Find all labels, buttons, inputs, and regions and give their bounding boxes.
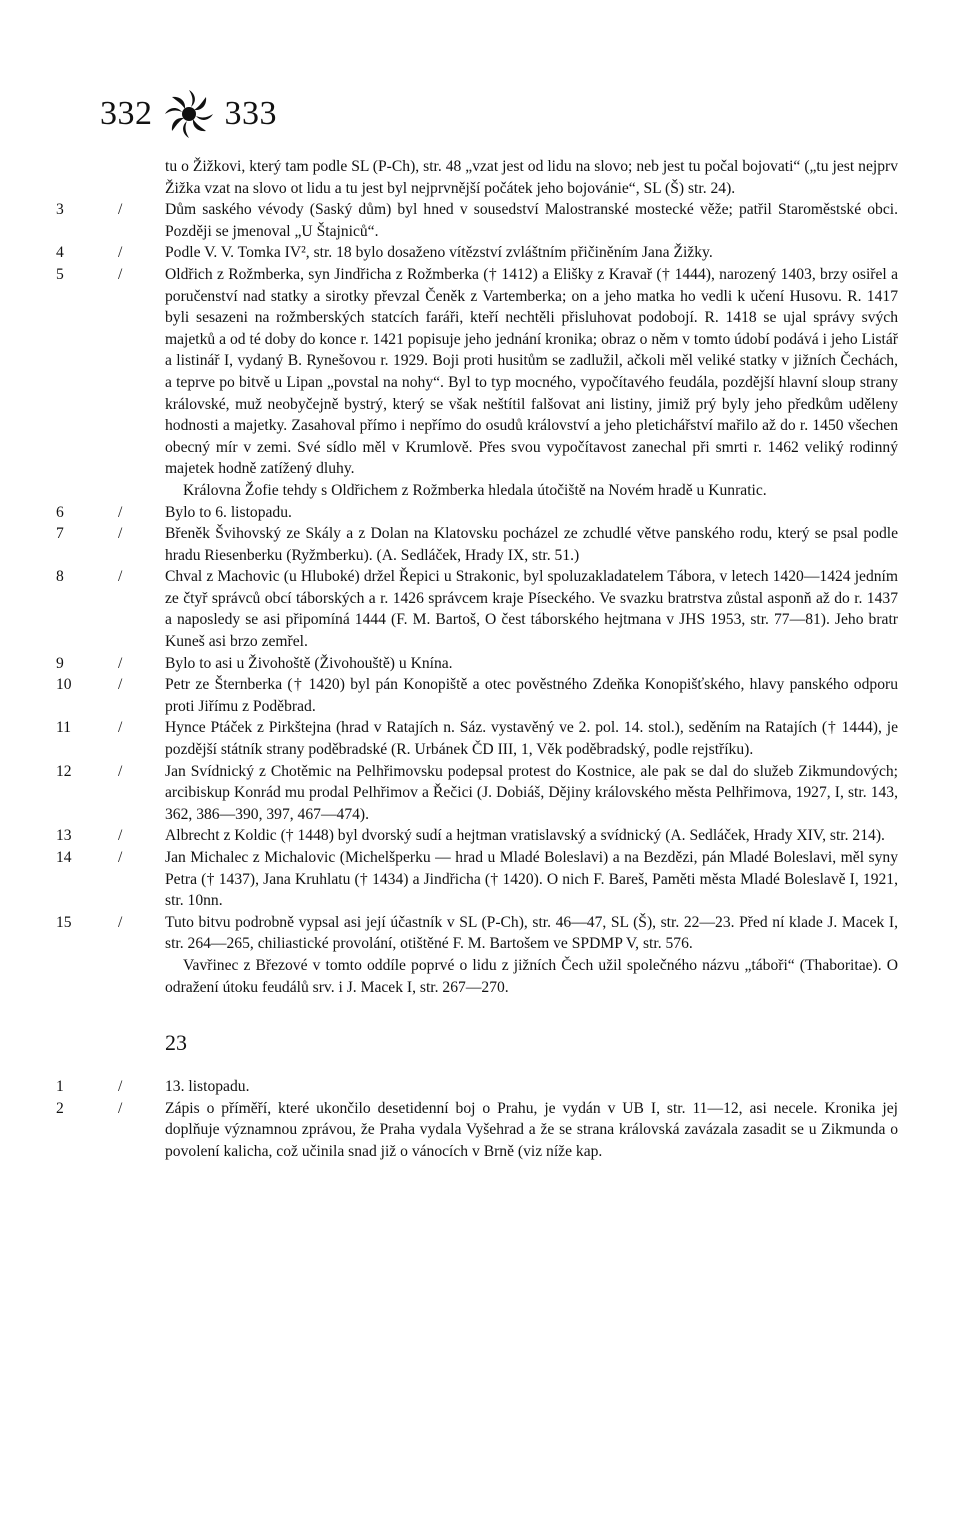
note-entry xyxy=(0,847,960,912)
note-separator: / xyxy=(118,1078,123,1096)
note-text: Podle V. V. Tomka IV², str. 18 bylo dosaženo vítězství zvláštním přičiněním Jana Žižky. xyxy=(165,244,713,262)
note-entry xyxy=(0,156,960,199)
note-entry xyxy=(0,502,960,524)
note-text: Bylo to 6. listopadu. xyxy=(165,503,292,521)
note-entry xyxy=(0,674,960,717)
note-text: tu o Žižkovi, který tam podle SL (P-Ch), str. 48 „vzat jest od lidu na slovo; neb jest tu počal bojovati“ („tu jest nejprv Žižka vzat na slovo ot lidu a tu jest byl nejprvnější počátek jeho bojovánie“, SL (Š) str. 24). xyxy=(165,158,898,197)
note-text: Královna Žofie tehdy s Oldřichem z Rožmberka hledala útočiště na Novém hradě u Kunratic. xyxy=(183,481,767,499)
note-entry xyxy=(0,912,960,955)
note-number: 15 xyxy=(56,913,72,931)
note-number: 7 xyxy=(56,525,64,543)
note-separator: / xyxy=(118,913,123,931)
note-text: Jan Michalec z Michalovic (Michelšperku — hrad u Mladé Boleslavi) a na Bezdězi, pán Mladé Boleslavi, měl syny Petra († 1437), Jana Kruhlatu († 1434) a Jindřicha († 1420). O nich F. Bareš, Paměti města Mladé Boleslavě I, 1921, str. 10nn. xyxy=(165,849,898,910)
notes-block-22 xyxy=(0,156,960,998)
page-header xyxy=(100,88,277,140)
note-number: 13 xyxy=(56,827,72,845)
note-separator: / xyxy=(118,719,123,737)
note-number: 12 xyxy=(56,762,72,780)
note-number: 10 xyxy=(56,676,72,694)
note-text: Dům saského vévody (Saský dům) byl hned v sousedství Malostranské mostecké věže; patřil Staroměstské obci. Později se jmenoval „U Štajniců“. xyxy=(165,201,898,240)
note-separator: / xyxy=(118,1099,123,1117)
note-text: 13. listopadu. xyxy=(165,1078,250,1096)
note-entry xyxy=(0,199,960,242)
note-entry xyxy=(0,480,960,502)
notes-block-23 xyxy=(0,1076,960,1162)
note-entry xyxy=(0,761,960,826)
note-separator: / xyxy=(118,503,123,521)
note-number: 11 xyxy=(56,719,72,737)
note-separator: / xyxy=(118,525,123,543)
note-entry xyxy=(0,825,960,847)
note-text: Hynce Ptáček z Pirkštejna (hrad v Ratajích n. Sáz. vystavěný ve 2. pol. 14. stol.), seděním na Ratajích († 1444), je pozdější státník strany poděbradské (R. Urbánek ČD III, 1, Věk poděbradský, podle rejstříku). xyxy=(165,719,898,759)
note-number: 5 xyxy=(56,265,64,283)
note-entry xyxy=(0,653,960,675)
page-number-right: 333 xyxy=(224,95,277,132)
page-number-left: 332 xyxy=(100,95,153,132)
note-text: Břeněk Švihovský ze Skály a z Dolan na Klatovsku pocházel ze zchudlé větve panského rodu, který se psal podle hradu Riesenberku (Ryžmberku). (A. Sedláček, Hrady IX, str. 51.) xyxy=(165,525,898,564)
note-number: 3 xyxy=(56,201,64,219)
note-separator: / xyxy=(118,568,123,586)
note-text: Jan Svídnický z Chotěmic na Pelhřimovsku podepsal protest do Kostnice, ale pak se dal do služeb Zikmundových; arcibiskup Konrád mu prodal Pelhřimov a Řečici (J. Dobiáš, Dějiny královského města Pelhřimova, 1927, I, str. 143, 362, 386—390, 397, 467—474). xyxy=(165,762,898,823)
note-text: Albrecht z Koldic († 1448) byl dvorský sudí a hejtman vratislavský a svídnický (A. Sedláček, Hrady XIV, str. 214). xyxy=(165,827,885,845)
note-separator: / xyxy=(118,762,123,780)
note-separator: / xyxy=(118,827,123,845)
note-separator: / xyxy=(118,244,123,262)
note-separator: / xyxy=(118,201,123,219)
sun-spiral-icon xyxy=(163,88,215,140)
note-separator: / xyxy=(118,654,123,672)
note-number: 6 xyxy=(56,503,64,521)
note-entry xyxy=(0,566,960,652)
note-number: 14 xyxy=(56,849,72,866)
note-number: 9 xyxy=(56,654,64,672)
note-entry xyxy=(0,242,960,264)
note-text: Vavřinec z Březové v tomto oddíle poprvé o lidu z jižních Čech užil společného názvu „táboři“ (Thaboritae). O odražení útoku feudálů srv. i J. Macek I, str. 267—270. xyxy=(165,956,898,996)
note-separator: / xyxy=(118,849,123,866)
note-separator: / xyxy=(118,676,123,694)
note-entry xyxy=(0,523,960,566)
note-text: Chval z Machovic (u Hluboké) držel Řepici u Strakonic, byl spoluzakladatelem Tábora, v letech 1420—1424 jedním ze čtyř správců obcí táborských a r. 1426 správcem kraje Píseckého. Ve svazku bratrstva zůstal asponň až do r. 1437 a naposledy se asi připomíná 1444 (F. M. Bartoš, O čest táborského hejtmana v JHS 1953, str. 77—81). Jeho bratr Kuneš asi brzo zemřel. xyxy=(165,568,898,651)
note-entry xyxy=(0,1076,960,1098)
note-entry xyxy=(0,955,960,998)
note-entry xyxy=(0,264,960,480)
note-text: Tuto bitvu podrobně vypsal asi její účastník v SL (P-Ch), str. 46—47, SL (Š), str. 22—23. Před ní klade J. Macek I, str. 264—265, chiliastické provolání, otištěné F. M. Bartošem ve SPDMP V, str. 576. xyxy=(165,913,898,953)
notes-body xyxy=(0,156,960,1163)
note-text: Bylo to asi u Živohoště (Živohouště) u Knína. xyxy=(165,654,453,672)
note-number: 1 xyxy=(56,1078,64,1096)
note-entry xyxy=(0,717,960,760)
note-text: Petr ze Šternberka († 1420) byl pán Konopiště a otec pověstného Zdeňka Konopišťského, hlavy panského odporu proti Jiřímu z Poděbrad. xyxy=(165,676,898,715)
chapter-number: 23 xyxy=(165,1030,187,1056)
note-text: Zápis o příměří, které ukončilo desetidenní boj o Prahu, je vydán v UB I, str. 11—12, asi necele. Kronika jej doplňuje významnou zprávou, že Praha vydala Vyšehrad a že se strana královská zavázala zasadit se u Zikmunda o povolení kalicha, což učinila snad již o vánocích v Brně (viz níže kap. xyxy=(165,1099,898,1160)
note-number: 4 xyxy=(56,244,64,262)
note-text: Oldřich z Rožmberka, syn Jindřicha z Rožmberka († 1412) a Elišky z Kravař († 1444), narozený 1403, brzy osiřel a poručenství nad statky a sirotky převzal Čeněk z Vartemberka; on a jeho matka ho vedli k učení Husovu. R. 1417 byli sesazeni na rožmberských statcích faráři, kteří nechtěli přisluhovat podobojí. R. 1418 se ujal správy svých majetků a od té doby do konce r. 1421 popisuje jeho jednání kronika; obraz o něm v tomto údobí podává i jeho Listář a listinář I, vydaný B. Rynešovou r. 1929. Boji proti husitům se zadlužil, ačkoli měl veliké statky v jižních Čechách, a teprve po bitvě u Lipan „povstal na nohy“. Byl to typ mocného, vypočítavého feudála, pozdější hlavní sloup strany královské, muž neobyčejně bystrý, který se však neštítil falšovat ani listiny, jimiž prý byly jeho předkům uděleny hodnosti a majetky. Zasahoval přímo i nepřímo do osudů království a jeho pletichářství mařilo až do r. 1450 všechen obecný mír v zemi. Své sídlo měl v Krumlově. Přes svou vypočítavost zanechal při smrti r. 1462 veliký rodinný majetek hodně zatížený dluhy. xyxy=(165,265,898,478)
note-number: 2 xyxy=(56,1099,64,1117)
note-entry xyxy=(0,1098,960,1163)
note-separator: / xyxy=(118,265,123,283)
note-number: 8 xyxy=(56,568,64,586)
